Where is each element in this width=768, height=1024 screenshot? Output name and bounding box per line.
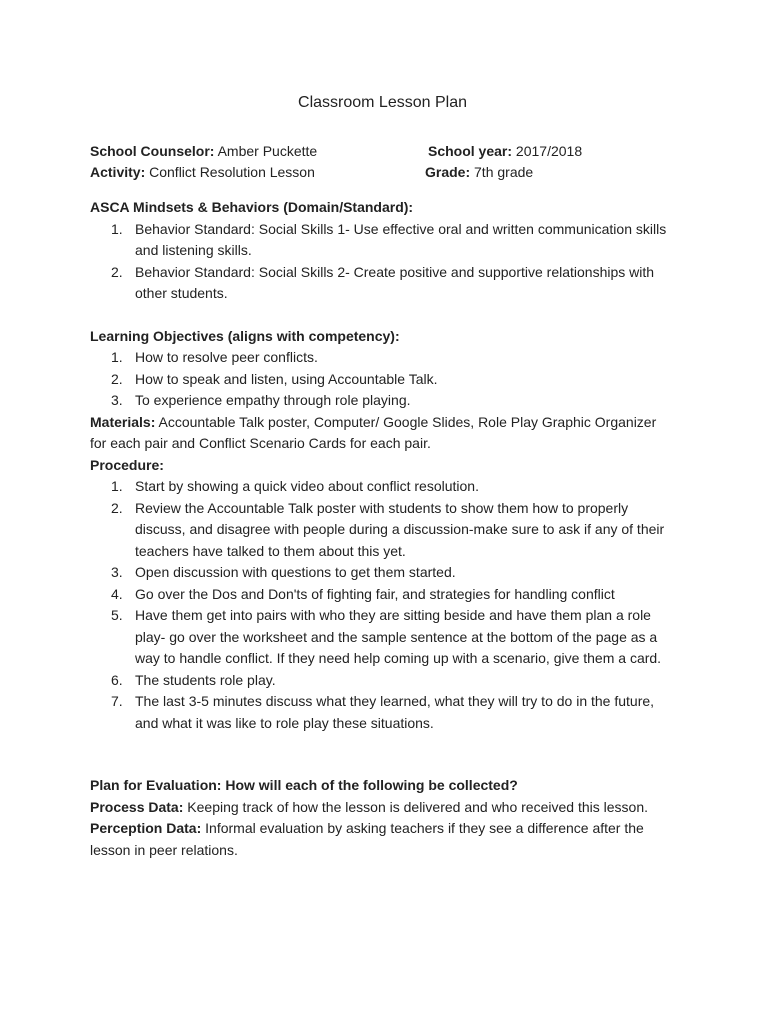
procedure-item bbox=[90, 584, 675, 606]
perception-data-paragraph bbox=[90, 818, 675, 861]
counselor-label: School Counselor: bbox=[90, 143, 215, 159]
procedure-item-text: Open discussion with questions to get them started. bbox=[135, 564, 456, 580]
procedure-item-text: Review the Accountable Talk poster with students to show them how to properly discuss, and disagree with people during a discussion-make sure to ask if any of their teachers have talked to them about this yet. bbox=[135, 499, 665, 559]
meta-row-activity bbox=[90, 162, 675, 183]
procedure-item bbox=[90, 498, 675, 563]
procedure-item-text: The students role play. bbox=[135, 671, 276, 688]
objectives-heading: Learning Objectives (aligns with competency): bbox=[90, 327, 400, 344]
procedure-item-text: The last 3-5 minutes discuss what they learned, what they will try to do in the future, and what it was like to role play these situations. bbox=[135, 693, 655, 731]
procedure-heading: Procedure: bbox=[90, 456, 164, 473]
page-title: Classroom Lesson Plan bbox=[298, 94, 467, 111]
school-year-value: 2017/2018 bbox=[515, 143, 583, 159]
list-number: 1. bbox=[111, 220, 123, 237]
asca-heading: ASCA Mindsets & Behaviors (Domain/Standard): bbox=[90, 199, 414, 215]
procedure-item bbox=[90, 691, 675, 734]
materials-paragraph bbox=[90, 412, 675, 455]
asca-list bbox=[90, 219, 675, 305]
list-number: 2. bbox=[111, 499, 123, 516]
asca-item-text: Behavior Standard: Social Skills 1- Use effective oral and written communication skills and listening skills. bbox=[135, 220, 667, 258]
objective-item-text: How to resolve peer conflicts. bbox=[135, 349, 318, 365]
grade-label: Grade: bbox=[425, 164, 471, 180]
list-number: 1. bbox=[111, 349, 123, 365]
asca-item bbox=[90, 262, 675, 305]
objective-item bbox=[90, 390, 675, 412]
process-data-label: Process Data: bbox=[90, 798, 184, 815]
list-number: 3. bbox=[111, 564, 123, 580]
list-number: 2. bbox=[111, 263, 123, 280]
procedure-item-text: Go over the Dos and Don'ts of fighting fair, and strategies for handling conflict bbox=[135, 585, 615, 602]
activity-label: Activity: bbox=[90, 164, 146, 180]
materials-label: Materials: bbox=[90, 413, 156, 430]
objective-item bbox=[90, 347, 675, 369]
procedure-item bbox=[90, 562, 675, 584]
procedure-item bbox=[90, 670, 675, 692]
asca-item-text: Behavior Standard: Social Skills 2- Create positive and supportive relationships with other students. bbox=[135, 263, 655, 301]
list-number: 1. bbox=[111, 478, 123, 494]
list-number: 4. bbox=[111, 585, 123, 602]
objectives-list bbox=[90, 347, 675, 412]
asca-item bbox=[90, 219, 675, 262]
objective-item bbox=[90, 369, 675, 391]
process-data-text: Keeping track of how the lesson is delivered and who received this lesson. bbox=[187, 798, 648, 815]
school-year-label: School year: bbox=[428, 143, 513, 159]
document-page bbox=[90, 92, 675, 861]
perception-data-text: Informal evaluation by asking teachers if they see a difference after the lesson in peer relations. bbox=[90, 820, 644, 858]
procedure-list bbox=[90, 476, 675, 734]
procedure-item bbox=[90, 605, 675, 670]
list-number: 7. bbox=[111, 693, 123, 709]
objective-item-text: To experience empathy through role playing. bbox=[135, 392, 411, 408]
list-number: 6. bbox=[111, 671, 123, 688]
evaluation-heading: Plan for Evaluation: How will each of the following be collected? bbox=[90, 777, 518, 793]
process-data-paragraph bbox=[90, 797, 675, 819]
activity-value: Conflict Resolution Lesson bbox=[149, 164, 315, 180]
perception-data-label: Perception Data: bbox=[90, 820, 202, 836]
list-number: 5. bbox=[111, 607, 123, 623]
procedure-item bbox=[90, 476, 675, 498]
list-number: 3. bbox=[111, 392, 123, 408]
procedure-item-text: Have them get into pairs with who they are sitting beside and have them plan a role play- go over the worksheet and the sample sentence at the bottom of the page as a way to handle conflict. If they need help coming up with a scenario, give them a card. bbox=[135, 607, 662, 666]
materials-text: Accountable Talk poster, Computer/ Google Slides, Role Play Graphic Organizer for each pair and Conflict Scenario Cards for each pair. bbox=[90, 413, 657, 451]
procedure-item-text: Start by showing a quick video about conflict resolution. bbox=[135, 478, 479, 494]
grade-value: 7th grade bbox=[474, 164, 534, 180]
meta-row-counselor bbox=[90, 141, 675, 162]
counselor-value: Amber Puckette bbox=[217, 143, 318, 159]
objective-item-text: How to speak and listen, using Accountable Talk. bbox=[135, 370, 438, 387]
list-number: 2. bbox=[111, 370, 123, 387]
